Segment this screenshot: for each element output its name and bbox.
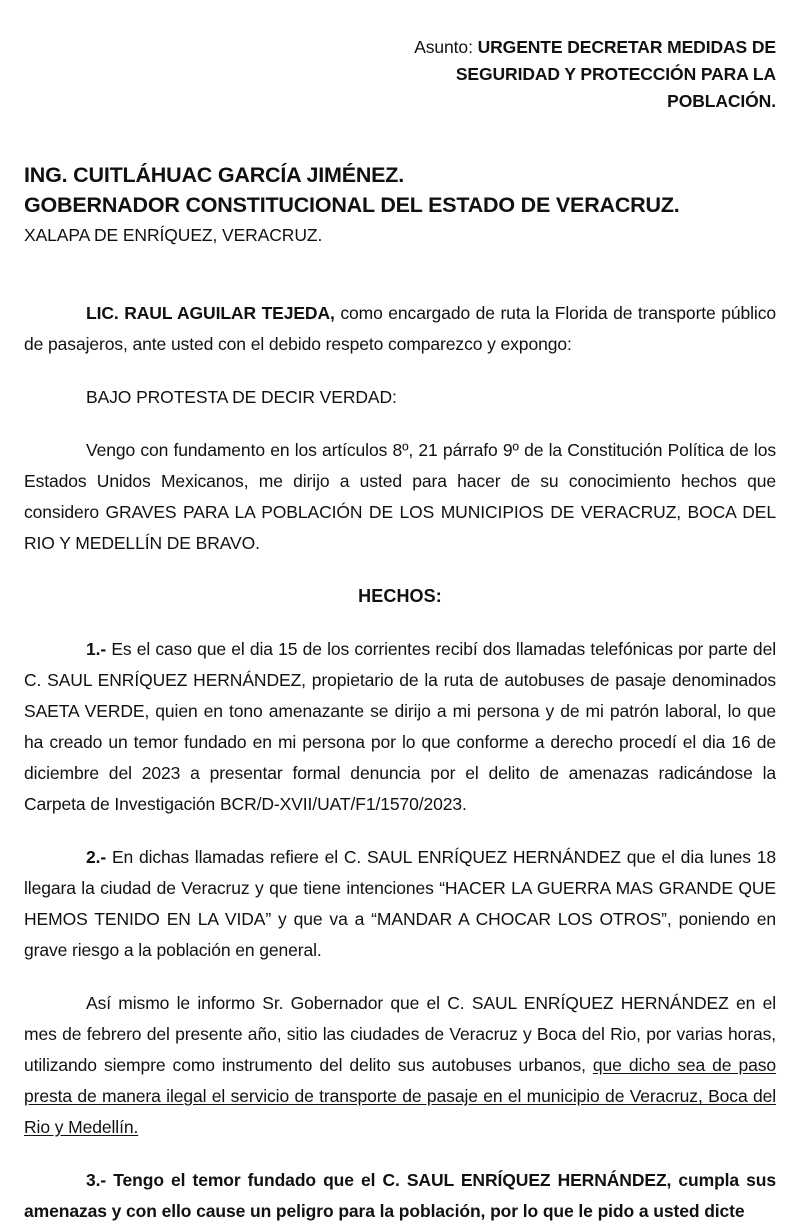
intro-paragraph — [24, 298, 776, 360]
addressee-name: ING. CUITLÁHUAC GARCÍA JIMÉNEZ. — [24, 163, 405, 187]
intro-text: como encargado de ruta la Florida de transporte público de pasajeros, ante usted con el debido respeto comparezco y expongo: — [24, 303, 776, 354]
hecho-2-text: En dichas llamadas refiere el C. SAUL ENRÍQUEZ HERNÁNDEZ que el dia lunes 18 llegara la ciudad de Veracruz y que tiene intenciones “HACER LA GUERRA MAS GRANDE QUE HEMOS TENIDO EN LA VIDA” y que va a “MANDAR A CHOCAR LOS OTROS”, poniendo en grave riesgo a la población en general. — [24, 847, 776, 960]
asunto-value-line2: SEGURIDAD Y PROTECCIÓN PARA LA POBLACIÓN. — [455, 64, 776, 111]
asimismo-plain: Así mismo le informo Sr. Gobernador que el C. SAUL ENRÍQUEZ HERNÁNDEZ en el mes de febrero del presente año, sitio las ciudades de Veracruz y Boca del Rio, por varias horas, utilizando siempre como instrumento del delito sus autobuses urbanos, — [24, 993, 776, 1075]
signer-name: LIC. RAUL AGUILAR TEJEDA, — [86, 303, 335, 323]
document-body — [24, 298, 776, 1227]
asunto-label: Asunto: — [414, 37, 473, 57]
hecho-2-paragraph — [24, 842, 776, 966]
asimismo-paragraph — [24, 988, 776, 1143]
hecho-3-number: 3.- — [86, 1170, 107, 1190]
hecho-3-paragraph — [24, 1165, 776, 1227]
asunto-value-line1: URGENTE DECRETAR MEDIDAS DE — [477, 37, 776, 57]
hecho-1-number: 1.- — [86, 639, 107, 659]
addressee-city: XALAPA DE ENRÍQUEZ, VERACRUZ. — [24, 225, 323, 245]
hecho-2-number: 2.- — [86, 847, 107, 867]
asimismo-underlined: que dicho sea de paso presta de manera ilegal el servicio de transporte de pasaje en el municipio de Veracruz, Boca del Rio y Medellín. — [24, 1055, 777, 1137]
asunto-block — [364, 34, 776, 115]
addressee-block — [24, 160, 776, 249]
hecho-1-paragraph — [24, 634, 776, 820]
hecho-1-text: Es el caso que el dia 15 de los corrientes recibí dos llamadas telefónicas por parte del C. SAUL ENRÍQUEZ HERNÁNDEZ, propietario de la ruta de autobuses de pasaje denominados SAETA VERDE, quien en tono amenazante se dirijo a mi persona y de mi patrón laboral, lo que ha creado un temor fundado en mi persona por lo que conforme a derecho procedí el dia 16 de diciembre del 2023 a presentar formal denuncia por el delito de amenazas radicándose la Carpeta de Investigación BCR/D-XVII/UAT/F1/1570/2023. — [24, 639, 776, 814]
hecho-3-text: Tengo el temor fundado que el C. SAUL ENRÍQUEZ HERNÁNDEZ, cumpla sus amenazas y con ello cause un peligro para la población, por lo que le pido a usted dicte — [24, 1170, 776, 1221]
protesta-line: BAJO PROTESTA DE DECIR VERDAD: — [86, 387, 397, 407]
fundamento-paragraph: Vengo con fundamento en los artículos 8º, 21 párrafo 9º de la Constitución Política de los Estados Unidos Mexicanos, me dirijo a usted para hacer de su conocimiento hechos que considero GRAVES PARA LA POBLACIÓN DE LOS MUNICIPIOS DE VERACRUZ, BOCA DEL RIO Y MEDELLÍN DE BRAVO. — [24, 440, 776, 553]
addressee-title: GOBERNADOR CONSTITUCIONAL DEL ESTADO DE VERACRUZ. — [24, 193, 680, 217]
hechos-heading: HECHOS: — [358, 586, 442, 606]
